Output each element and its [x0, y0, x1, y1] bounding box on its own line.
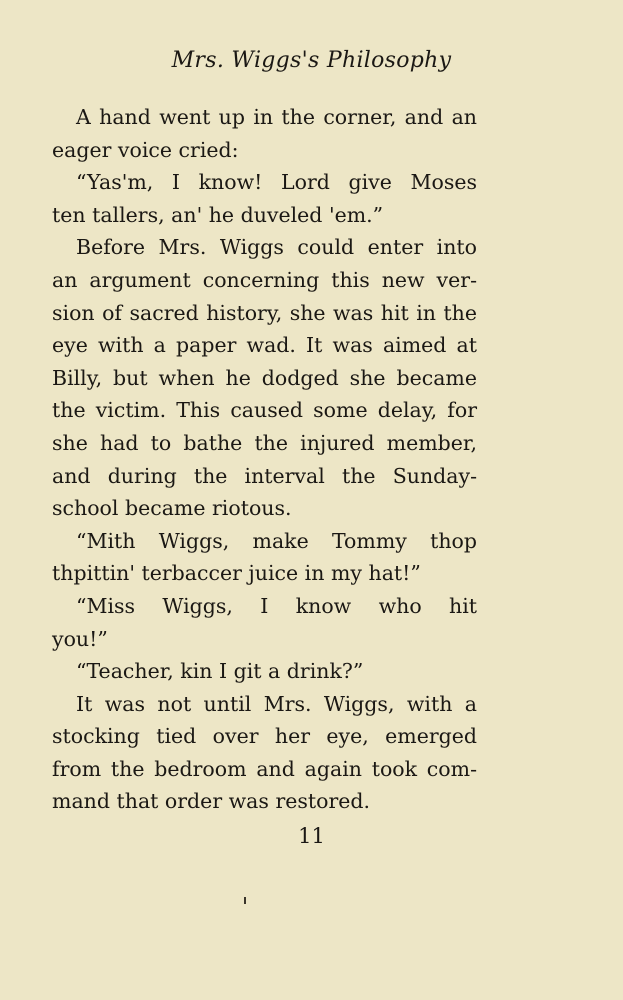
body-text	[52, 101, 477, 818]
text-line: thpittin' terbaccer juice in my hat!”	[52, 561, 421, 586]
text-line: “Teacher, kin I git a drink?”	[76, 659, 364, 684]
text-line: from the bedroom and again took com-	[52, 756, 477, 781]
text-line: eye with a paper wad. It was aimed at	[52, 333, 477, 358]
ink-speck-mark	[244, 897, 246, 904]
text-line: sion of sacred history, she was hit in the	[52, 300, 477, 325]
text-line: A hand went up in the corner, and an	[76, 105, 477, 129]
running-head: Mrs. Wiggs's Philosophy	[171, 48, 452, 73]
text-line: Before Mrs. Wiggs could enter into	[76, 235, 477, 260]
text-line: the victim. This caused some delay, for	[52, 398, 477, 423]
text-line: “Miss Wiggs, I know who hit	[76, 593, 477, 618]
text-line: an argument concerning this new ver-	[52, 267, 477, 292]
text-line: Billy, but when he dodged she became	[52, 365, 477, 390]
page-number: 11	[298, 824, 325, 848]
text-line: eager voice cried:	[52, 137, 239, 162]
text-line: “Mith Wiggs, make Tommy thop	[76, 528, 477, 553]
text-line: stocking tied over her eye, emerged	[52, 724, 477, 749]
text-line: and during the interval the Sunday-	[52, 463, 477, 488]
text-line: school became riotous.	[52, 496, 292, 521]
text-line: It was not until Mrs. Wiggs, with a	[76, 691, 477, 716]
text-line: she had to bathe the injured member,	[52, 430, 477, 455]
text-line: you!”	[52, 626, 108, 651]
text-line: “Yas'm, I know! Lord give Moses	[76, 170, 477, 195]
text-line: ten tallers, an' he duveled 'em.”	[52, 202, 384, 227]
text-line: mand that order was restored.	[52, 789, 371, 814]
